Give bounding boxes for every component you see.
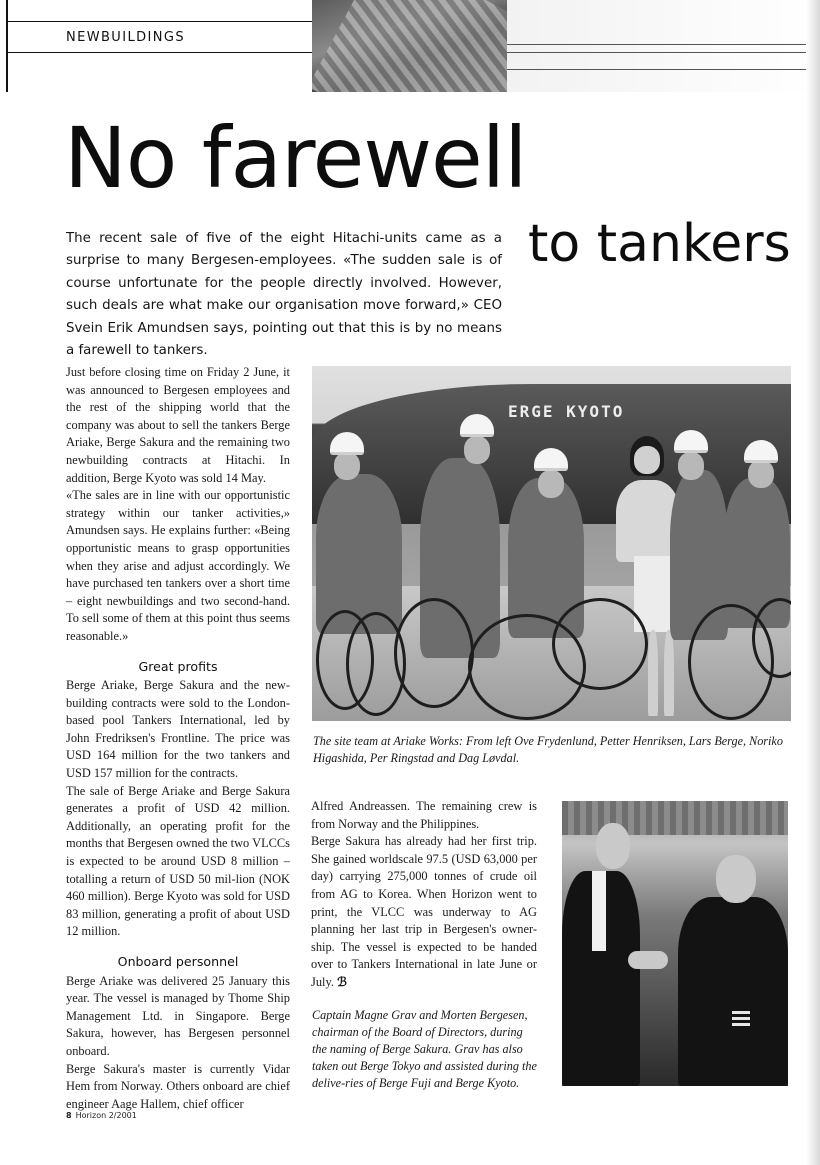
person-face — [748, 460, 774, 488]
site-team-photo-caption: The site team at Ariake Works: From left Ove Frydenlund, Petter Henriksen, Lars Berge, Noriko Higashida, Per Ringstad and Dag Løvdal. — [313, 734, 783, 765]
person-shirt — [592, 871, 606, 951]
person-face — [596, 823, 630, 869]
header-rule-right-3 — [507, 69, 807, 70]
page-number: 8 — [66, 1111, 72, 1120]
body-paragraph: Berge Ariake was delivered 25 January this year. The vessel is managed by Thome Ship Management Ltd. in Singapore. Berge Sakura, however, has Bergesen personnel onboard. — [66, 973, 290, 1058]
section-label: NEWBUILDINGS — [66, 30, 185, 45]
person-uniform — [678, 897, 788, 1086]
person-face — [334, 452, 360, 480]
person-face — [634, 446, 660, 474]
sleeve-stripe — [732, 1017, 750, 1020]
article-column-2 — [311, 798, 537, 992]
headline-line-2: to tankers — [528, 214, 791, 274]
bicycle-wheel — [552, 598, 648, 690]
body-paragraph: «The sales are in line with our opportunistic strategy within our tanker activities,» Amundsen says. He explains further: «Being opportunistic means to grasp opportunities when they arise and adjust accordingly. We have purchased ten tankers over a short time – eight newbuildings and two second-hand. To sell some of them at this point thus seems reasonable.» — [66, 488, 290, 643]
article-column-1 — [66, 364, 290, 1113]
lead-paragraph: The recent sale of five of the eight Hitachi-units came as a surprise to many Bergesen-employees. «The sudden sale is of course unfortunate for the people directly involved. However, such deals are what make our organisation move forward,» CEO Svein Erik Amundsen says, pointing out that this is by no means a farewell to tankers. — [66, 231, 502, 359]
header-left-bar — [6, 0, 8, 92]
header-rule-top — [8, 21, 312, 22]
page-footer — [66, 1111, 137, 1120]
body-paragraph: Alfred Andreassen. The remaining crew is from Norway and the Philippines. — [311, 799, 537, 831]
sleeve-stripe — [732, 1023, 750, 1026]
naming-ceremony-photo — [562, 801, 788, 1086]
header-right-panel — [507, 0, 820, 92]
person-face — [678, 452, 704, 480]
bicycle-wheel — [394, 598, 474, 708]
person-face — [716, 855, 756, 903]
header-ship-photo — [312, 0, 507, 92]
subheading-great-profits: Great profits — [138, 658, 218, 674]
person-legs — [664, 630, 674, 716]
publication-name: Horizon 2/2001 — [75, 1111, 137, 1120]
naming-ceremony-caption: Captain Magne Grav and Morten Bergesen, chairman of the Board of Directors, during the naming of Berge Sakura. Grav has also taken out Berge Tokyo and assisted during the delive-ries of Berge Fuji and Berge Kyoto. — [312, 1008, 537, 1090]
person-face — [464, 436, 490, 464]
person-legs — [648, 630, 658, 716]
site-team-photo — [312, 366, 791, 721]
header-rule-bottom — [8, 52, 312, 53]
body-paragraph: Berge Ariake, Berge Sakura and the new-building contracts were sold to the London-based pool Tankers International, led by John Fredriksen's Frontline. The price was USD 164 million for the two tankers and USD 157 million for the contracts. — [66, 678, 290, 781]
person-figure — [316, 474, 402, 634]
body-paragraph: The sale of Berge Ariake and Berge Sakura generates a profit of USD 42 million. Additionally, an operating profit for the months that Bergesen owned the two VLCCs is expected to be around USD 8 million – totalling a return of USD 50 mil-lion (NOK 460 million). Berge Kyoto was sold for USD 83 million, generating a profit of about USD 12 million. — [66, 783, 290, 939]
header-rule-right-2 — [507, 52, 807, 53]
headline-line-1: No farewell — [64, 109, 527, 207]
photo-curtain — [562, 801, 788, 835]
handshake — [628, 951, 668, 969]
header-rule-right-1 — [507, 44, 807, 45]
person-face — [538, 470, 564, 498]
end-mark-icon: ℬ — [337, 974, 347, 989]
body-paragraph: Berge Sakura has already had her first trip. She gained worldscale 97.5 (USD 63,000 per day) carrying 275,000 tonnes of crude oil from AG to Korea. When Horizon went to print, the VLCC was underway to AG planning her last trip in Bergesen's owner-ship. The vessel is expected to be handed over to Tankers International in late June or July. ℬ — [311, 834, 537, 989]
sleeve-stripe — [732, 1011, 750, 1014]
page-edge-shadow — [806, 0, 820, 1165]
ship-name-on-hull: ERGE KYOTO — [508, 402, 625, 421]
body-paragraph: Just before closing time on Friday 2 June, it was announced to Bergesen employees and the rest of the shipping world that the company was about to sell the tankers Berge Ariake, Berge Sakura and the remaining two newbuilding contracts at Hitachi. In addition, Berge Kyoto was sold 14 May. — [66, 365, 290, 485]
subheading-onboard-personnel: Onboard personnel — [117, 954, 239, 969]
body-paragraph: Berge Sakura's master is currently Vidar Hem from Norway. Others onboard are chief engineer Aage Hallem, chief officer — [66, 1061, 290, 1111]
